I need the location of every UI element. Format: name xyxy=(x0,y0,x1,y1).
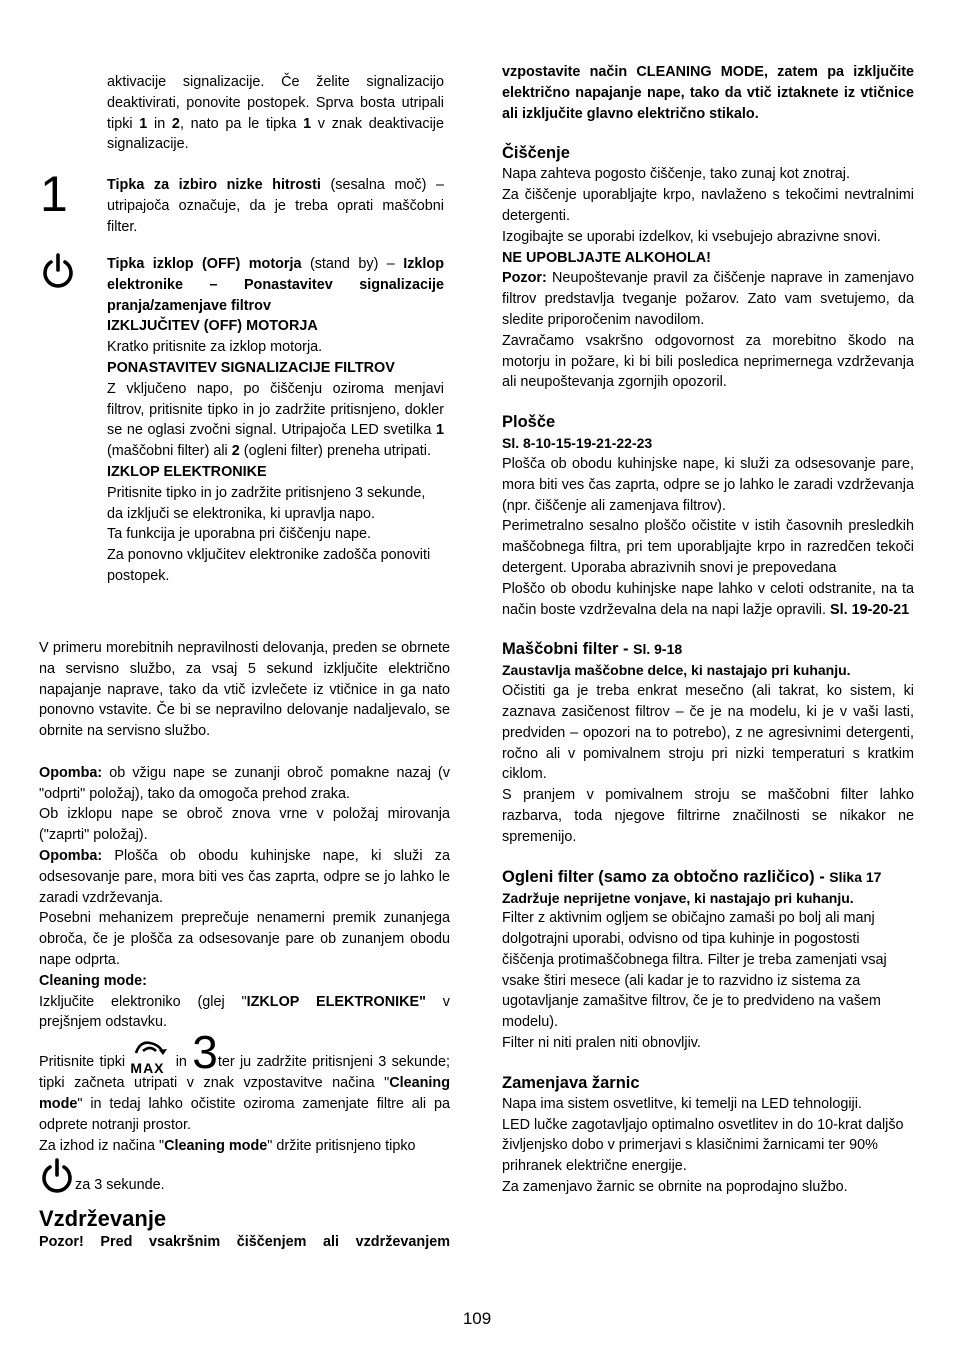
cleaning-title: Čiščenje xyxy=(502,144,570,163)
charcoal-filter-p1: Filter z aktivnim ogljem se običajno zamaši po bolj ali manj dolgotrajni uporabi, odvisno od tipa kuhinje in pogostosti čiščenja protimaščobnega filtra. Filter je treba zamenjati vsaj vsake štiri mesece (ali kadar je to razvidno iz sistema za ugotavljanje zamašitve filtrov, če je to predvideno na vašem modelu). xyxy=(502,910,887,1031)
cleaning-p4: NE UPOBLJAJTE ALKOHOLA! xyxy=(502,249,711,266)
note-panel: Opomba: Plošča ob obodu kuhinjske nape, ki služi za odsesovanje pare, mora biti ves čas zaprta, odpre se jo lahko le zaradi vzdrževanja. xyxy=(39,847,450,906)
maintenance-title: Vzdrževanje xyxy=(39,1206,167,1232)
maintenance-warning-cont: vzpostavite način CLEANING MODE, zatem pa izključite električno napajanje nape, tako da vtič iztaknete iz vtičnice ali izključite glavno električno stikalo. xyxy=(502,64,914,122)
plates-title: Plošče xyxy=(502,413,556,432)
motor-off-text: Kratko pritisnite za izklop motorja. xyxy=(107,339,323,356)
plates-ref: Sl. 8-10-15-19-21-22-23 xyxy=(502,435,653,452)
filter-reset-heading: PONASTAVITEV SIGNALIZACIJE FILTROV xyxy=(107,359,395,376)
page-number: 109 xyxy=(462,1309,492,1328)
note-ring-closed: Ob izklopu nape se obroč znova vrne v položaj mirovanja ("zaprti" položaj). xyxy=(39,806,450,844)
electronics-off-text: Pritisnite tipko in jo zadržite pritisnjeno 3 sekunde, da izključi se elektronika, ki upravlja napo. xyxy=(107,484,426,522)
cleaning-warning: Pozor: Neupoštevanje pravil za čiščenje naprave in zamenjavo filtrov predstavlja tveganje požarov. Zato vam svetujemo, da sledite priporočenim navodilom. xyxy=(502,270,914,328)
grease-filter-title: Maščobni filter - Sl. 9-18 xyxy=(502,640,683,659)
power-icon xyxy=(39,1158,75,1196)
electronics-off-heading: IZKLOP ELEKTRONIKE xyxy=(107,463,267,480)
power-block xyxy=(107,254,444,587)
note-ring-open: Opomba: ob vžigu nape se zunanji obroč pomakne nazaj (v "odprti" položaj), tako da omogoča prehod zraka. xyxy=(39,764,450,802)
cleaning-mode-step2: Pritisnite tipki MAX in 3ter ju zadržite pritisnjeni 3 sekunde; tipki začneta utripati v znak vzpostavitve načina "Cleaning mode" in tedaj lahko očistite oziroma zamenjate filtre ali pa odprete notranji prostor. xyxy=(39,1026,450,1133)
key-1-glyph: 1 xyxy=(40,166,68,222)
fan-max-icon xyxy=(130,1039,170,1077)
grease-filter-sub: Zaustavlja maščobne delce, ki nastajajo pri kuhanju. xyxy=(502,662,851,679)
charcoal-filter-sub: Zadržuje neprijetne vonjave, ki nastajajo pri kuhanju. xyxy=(502,889,854,906)
cleaning-p1: Napa zahteva pogosto čiščenje, tako zunaj kot znotraj. xyxy=(502,166,850,183)
key1-description: Tipka za izbiro nizke hitrosti (sesalna moč) – utripajoča označuje, da je treba oprati maščobni filter. xyxy=(107,177,444,235)
lamps-p3: Za zamenjavo žarnic se obrnite na poprodajno službo. xyxy=(502,1179,848,1196)
charcoal-filter-title: Ogleni filter (samo za obtočno različico) - Slika 17 xyxy=(502,867,882,886)
right-column xyxy=(502,62,914,1198)
mechanism-paragraph: Posebni mehanizem preprečuje nenamerni premik zunanjega obroča, če je plošča za odsesovanje pare ob zunanjem obodu nape odprta. xyxy=(39,910,450,968)
intro-block xyxy=(107,72,444,155)
charcoal-filter-p2: Filter ni niti pralen niti obnovljiv. xyxy=(502,1035,701,1052)
grease-filter-p1: Očistiti ga je treba enkrat mesečno (ali takrat, ko sistem, ki zaznava zasičenost filtrov – če je na modelu, ki je v vaši lasti, predviden – opozori na to potrebo), z ne agresivnimi detergenti, ročno ali v pomivalnem stroju pri nizki temperaturi s kratkim ciklom. xyxy=(502,683,914,783)
cleaning-mode-exit: Za izhod iz načina "Cleaning mode" držite pritisnjeno tipko xyxy=(39,1137,416,1154)
cleaning-mode-heading: Cleaning mode: xyxy=(39,972,147,989)
key1-block xyxy=(107,175,444,237)
intro-paragraph: aktivacije signalizacije. Če želite signalizacijo deaktivirati, ponovite postopek. Sprva bosta utripali tipki 1 in 2, nato pa le tipka 1 v znak deaktivacije signalizacije. xyxy=(107,74,444,153)
plates-p1: Plošča ob obodu kuhinjske nape, ki služi za odsesovanje pare, mora biti ves čas zaprta, odpre se jo lahko le zaradi vzdrževanja (npr. čiščenje ali zamenjava filtrov). xyxy=(502,455,914,514)
cleaning-mode-step1: Izključite elektroniko (glej "IZKLOP ELEKTRONIKE" v prejšnjem odstavku. xyxy=(39,993,450,1031)
maintenance-warning: Pozor! Pred vsakršnim čiščenjem ali vzdrževanjem xyxy=(39,1234,450,1251)
power-heading: Tipka izklop (OFF) motorja (stand by) – Izklop elektronike – Ponastavitev signalizacije pranja/zamenjave filtrov xyxy=(107,256,444,314)
electronics-off-note: Ta funkcija je uporabna pri čiščenju nape. xyxy=(107,526,371,543)
plates-p2: Perimetralno sesalno ploščo očistite v istih časovnih presledkih maščobnega filtra, pri tem uporabljajte krpo in razredčen tekoči detergent. Uporaba abrazivnih snovi je prepovedana xyxy=(502,518,914,576)
grease-filter-p2: S pranjem v pomivalnem stroju se maščobni filter lahko razbarva, toda njegove filtrirne značilnosti se nikakor ne spremenijo. xyxy=(502,787,914,845)
malfunction-paragraph: V primeru morebitnih nepravilnosti delovanja, preden se obrnete na servisno službo, za vsaj 5 sekund izključite električno napajanje naprave, tako da vtič izvlečete iz vtičnice in ga nato ponovno vstavite. Če bi se nepravilno delovanje nadaljevalo, se obrnite na servisno službo. xyxy=(39,640,450,740)
lamps-p2: LED lučke zagotavljajo optimalno osvetlitev in do 10-krat daljšo življenjsko dobo v primerjavi s klasičnimi žarnicami ter 90% prihranek električne energije. xyxy=(502,1116,904,1175)
key-3-glyph: 3 xyxy=(192,1026,218,1079)
power-icon xyxy=(40,253,76,298)
max-label: MAX xyxy=(130,1060,165,1077)
lamps-p1: Napa ima sistem osvetlitve, ki temelji na LED tehnologiji. xyxy=(502,1095,862,1112)
lamps-title: Zamenjava žarnic xyxy=(502,1073,640,1092)
filter-reset-text: Z vključeno napo, po čiščenju oziroma menjavi filtrov, pritisnite tipko in jo zadržite pritisnjeno, dokler se ne oglasi zvočni signal. Utripajoča LED svetilka 1 (maščobni filter) ali 2 (ogleni filter) preneha utripati. xyxy=(107,380,444,460)
left-body xyxy=(39,638,450,1253)
electronics-on-text: Za ponovno vključitev elektronike zadošča ponoviti postopek. xyxy=(107,547,431,584)
plates-p3: Ploščo ob obodu kuhinjske nape lahko v celoti odstranite, na ta način boste vzdrževalna dela na napi lažje opravili. Sl. 19-20-21 xyxy=(502,580,914,618)
cleaning-mode-exit-line2: za 3 sekunde. xyxy=(39,1158,450,1196)
cleaning-p3: Izogibajte se uporabi izdelkov, ki vsebujejo abrazivne snovi. xyxy=(502,228,881,245)
cleaning-p2: Za čiščenje uporabljajte krpo, navlaženo s tekočimi nevtralnimi detergenti. xyxy=(502,187,914,224)
cleaning-liability: Zavračamo vsakršno odgovornost za morebitno škodo na motorju in požare, ki bi bili posledica neprimernega vzdrževanja ali neupoštevanja zgornjih opozoril. xyxy=(502,332,914,391)
motor-off-heading: IZKLJUČITEV (OFF) MOTORJA xyxy=(107,318,318,335)
